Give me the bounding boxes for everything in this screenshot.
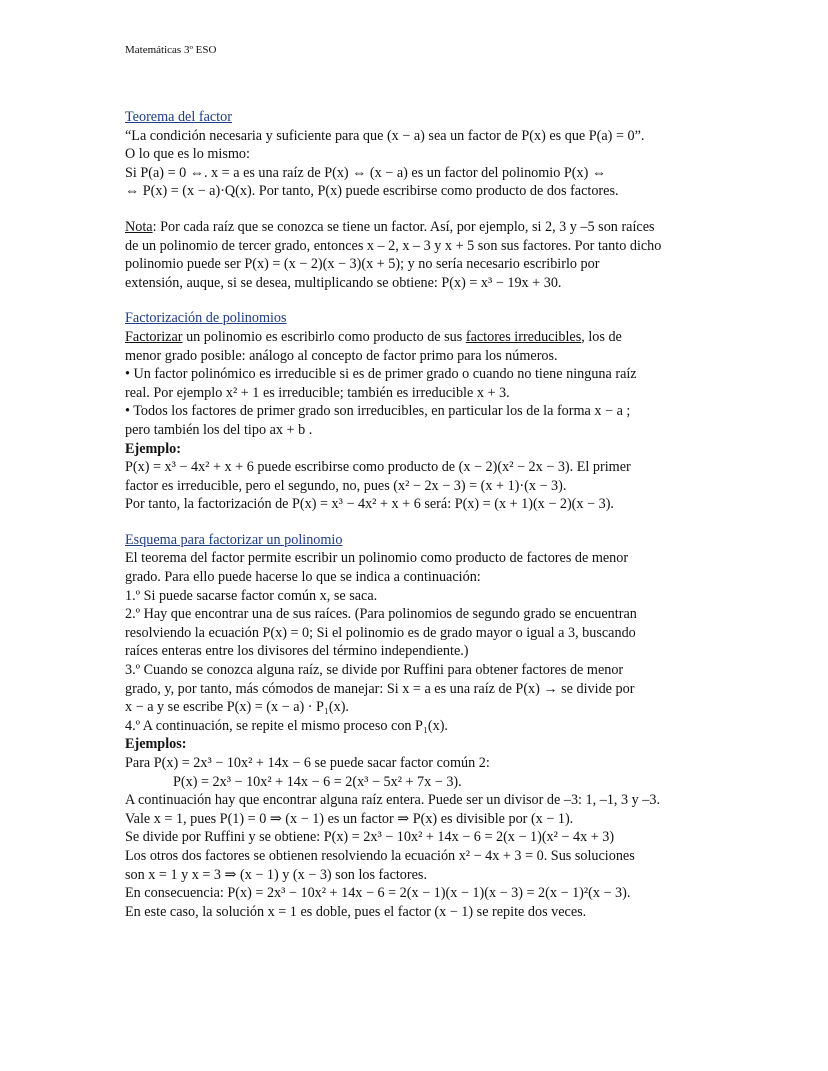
text-line: de un polinomio de tercer grado, entonces x – 2, x – 3 y x + 5 son sus factores. Por tanto dicho	[125, 237, 662, 254]
step-1: 1.º Si puede sacarse factor común x, se saca.	[125, 587, 378, 604]
text-line: extensión, auque, si se desea, multiplicando se obtiene: P(x) = x³ − 19x + 30.	[125, 274, 562, 291]
text-line: O lo que es lo mismo:	[125, 146, 250, 163]
text-line: Vale x = 1, pues P(1) = 0 ⇒ (x − 1) es un factor ⇒ P(x) es divisible por (x − 1).	[125, 810, 574, 827]
text-line: polinomio puede ser P(x) = (x − 2)(x − 3)(x + 5); y no sería necesario escribirlo por	[125, 256, 600, 273]
text-line: ⇔ P(x) = (x − a)·Q(x). Por tanto, P(x) puede escribirse como producto de dos factores.	[125, 183, 619, 200]
math-line: factor es irreducible, pero el segundo, no, pues (x² − 2x − 3) = (x + 1)·(x − 3).	[125, 477, 567, 494]
math-line: Se divide por Ruffini y se obtiene: P(x) = 2x³ − 10x² + 14x − 6 = 2(x − 1)(x² − 4x + 3)	[125, 829, 615, 846]
text-line: menor grado posible: análogo al concepto de factor primo para los números.	[125, 347, 558, 364]
math-line: P(x) = x³ − 4x² + x + 6 puede escribirse como producto de (x − 2)(x² − 2x − 3). El primer	[125, 459, 631, 476]
math-line: En consecuencia: P(x) = 2x³ − 10x² + 14x − 6 = 2(x − 1)(x − 1)(x − 3) = 2(x − 1)²(x − 3).	[125, 885, 631, 902]
text-line: x − a y se escribe P(x) = (x − a) · P₁(x).	[125, 699, 349, 716]
bullet-item: • Todos los factores de primer grado son irreducibles, en particular los de la forma x − a ;	[125, 403, 631, 420]
text-fragment: , los de	[581, 328, 622, 345]
step-2: 2.º Hay que encontrar una de sus raíces. (Para polinomios de segundo grado se encuentran	[125, 606, 637, 623]
running-header: Matemáticas 3º ESO	[125, 44, 217, 56]
step-4: 4.º A continuación, se repite el mismo proceso con P₁(x).	[125, 717, 448, 734]
examples-heading: Ejemplos:	[125, 736, 187, 753]
math-line: Para P(x) = 2x³ − 10x² + 14x − 6 se puede sacar factor común 2:	[125, 755, 490, 771]
text-line: grado, y, por tanto, más cómodos de manejar: Si x = a es una raíz de P(x) → se divide por	[125, 680, 635, 697]
term-factores-irreducibles: factores irreducibles	[465, 328, 582, 345]
text-fragment: un polinomio es escribirlo como producto de sus	[182, 328, 466, 345]
section-title: Esquema para factorizar un polinomio	[125, 531, 343, 548]
section-teorema-del-factor	[125, 108, 725, 201]
text-line: A continuación hay que encontrar alguna raíz entera. Puede ser un divisor de –3: 1, –1, 3 y –3.	[125, 792, 661, 809]
text-line: real. Por ejemplo x² + 1 es irreducible; también es irreducible x + 3.	[125, 384, 510, 401]
section-esquema	[125, 531, 725, 921]
text-line: : Por cada raíz que se conozca se tiene un factor. Así, por ejemplo, si 2, 3 y –5 son raíces	[152, 218, 655, 235]
text-line: son x = 1 y x = 3 ⇒ (x − 1) y (x − 3) son los factores.	[125, 866, 427, 883]
text-line: En este caso, la solución x = 1 es doble, pues el factor (x − 1) se repite dos veces.	[125, 903, 587, 920]
text-line: pero también los del tipo ax + b .	[125, 421, 313, 438]
text-line: resolviendo la ecuación P(x) = 0; Si el polinomio es de grado mayor o igual a 3, buscando	[125, 624, 636, 641]
text-line: grado. Para ello puede hacerse lo que se indica a continuación:	[125, 569, 481, 586]
section-title: Teorema del factor	[125, 109, 232, 125]
text-line: “La condición necesaria y suficiente para que (x − a) sea un factor de P(x) es que P(a) = 0”.	[125, 127, 645, 144]
section-factorizacion	[125, 309, 725, 514]
nota-paragraph	[125, 218, 725, 292]
math-line: Por tanto, la factorización de P(x) = x³ − 4x² + x + 6 será: P(x) = (x + 1)(x − 2)(x − 3).	[125, 496, 614, 513]
example-heading: Ejemplo:	[125, 440, 181, 457]
document-body	[125, 108, 725, 921]
step-3: 3.º Cuando se conozca alguna raíz, se divide por Ruffini para obtener factores de menor	[125, 662, 624, 679]
section-title: Factorización de polinomios	[125, 310, 287, 327]
nota-label: Nota	[125, 218, 153, 235]
text-line: Los otros dos factores se obtienen resolviendo la ecuación x² − 4x + 3 = 0. Sus soluciones	[125, 847, 635, 864]
math-line: P(x) = 2x³ − 10x² + 14x − 6 = 2(x³ − 5x² + 7x − 3).	[173, 773, 462, 790]
term-factorizar: Factorizar	[125, 328, 183, 345]
text-line: raíces enteras entre los divisores del término independiente.)	[125, 643, 469, 660]
text-line: El teorema del factor permite escribir un polinomio como producto de factores de menor	[125, 550, 629, 567]
text-line: Si P(a) = 0 ⇔. x = a es una raíz de P(x) ⇔ (x − a) es un factor del polinomio P(x) ⇔	[125, 164, 607, 181]
bullet-item: • Un factor polinómico es irreducible si es de primer grado o cuando no tiene ninguna raíz	[125, 366, 637, 383]
